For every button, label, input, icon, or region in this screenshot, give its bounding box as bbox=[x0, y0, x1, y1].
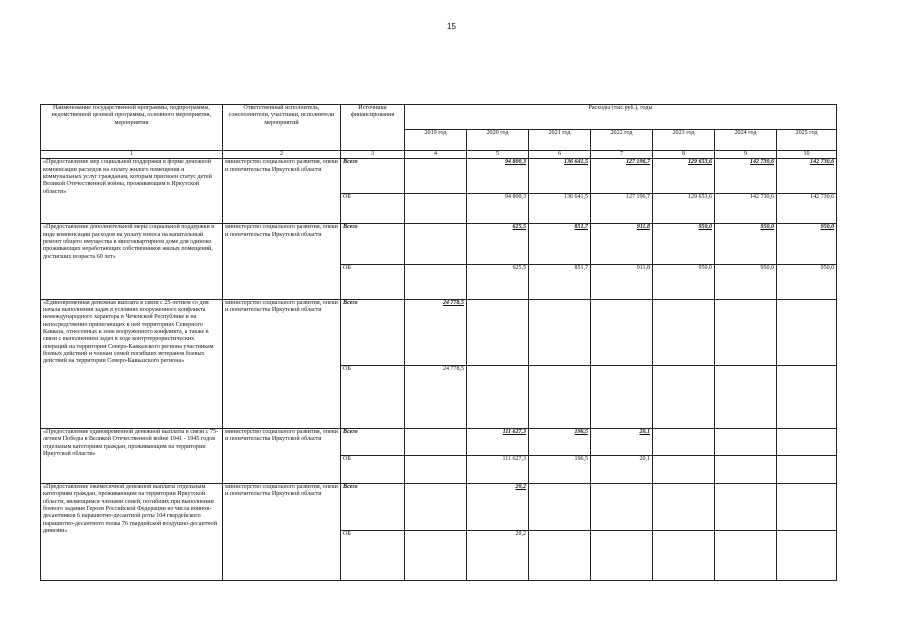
column-number: 1 bbox=[41, 150, 223, 158]
ob-value-cell: 129 653,6 bbox=[653, 193, 715, 224]
program-executor: министерство социального развития, опеки и попечительства Иркутской области bbox=[223, 484, 341, 581]
ob-value-cell bbox=[653, 455, 715, 484]
program-name: «Единовременная денежная выплата в связи с 25-летием со дня начала выполнения задач в условиях вооруженного конфликта немеждународного характера в Чеченской Республике и на непосредственно прилегающих к ней территориях Северного Кавказа, отнесенных к зоне вооруженного конфликта, а также в связи с выполнением задач в ходе контртеррористических операций на территории Северо-Кавказского региона участникам боевых действий и членам семей погибших ветеранов боевых действий на территории Северо-Кавказского региона» bbox=[41, 299, 223, 428]
program-executor: министерство социального развития, опеки и попечительства Иркутской области bbox=[223, 299, 341, 428]
column-number: 8 bbox=[653, 150, 715, 158]
ob-value-cell bbox=[591, 530, 653, 580]
ob-value-cell: 142 730,6 bbox=[777, 193, 837, 224]
ob-value-cell bbox=[529, 530, 591, 580]
total-value-cell bbox=[405, 484, 467, 531]
ob-value-cell: 950,0 bbox=[653, 265, 715, 300]
ob-value-cell bbox=[777, 366, 837, 429]
program-row-total bbox=[41, 429, 837, 455]
total-value-cell bbox=[777, 299, 837, 365]
source-total-label: Всего bbox=[341, 429, 405, 455]
total-value-cell: 127 196,7 bbox=[591, 159, 653, 194]
ob-value-cell: 20,2 bbox=[467, 530, 529, 580]
ob-value-cell bbox=[529, 366, 591, 429]
total-value-cell: 950,0 bbox=[653, 224, 715, 265]
ob-value-cell: 911,8 bbox=[591, 265, 653, 300]
total-value-cell bbox=[653, 429, 715, 455]
ob-value-cell bbox=[715, 530, 777, 580]
header-year: 2023 год bbox=[653, 130, 715, 150]
ob-value-cell bbox=[467, 366, 529, 429]
total-value-cell bbox=[405, 224, 467, 265]
source-ob-label: ОБ bbox=[341, 455, 405, 484]
total-value-cell bbox=[715, 429, 777, 455]
total-value-cell: 196,5 bbox=[529, 429, 591, 455]
program-name: «Предоставление ежемесячной денежной выплаты отдельным категориям граждан, проживающим на территории Иркутской области, являющимся членами семей, погибших при выполнении боевого задания Героев Российской Федерации из числа воинов-десантников 6 парашютно-десантной роты 104 гвардейского парашютно-десантного полка 76 гвардейской воздушно-десантной дивизии» bbox=[41, 484, 223, 581]
program-row-total bbox=[41, 224, 837, 265]
header-year: 2020 год bbox=[467, 130, 529, 150]
total-value-cell bbox=[653, 299, 715, 365]
ob-value-cell bbox=[715, 366, 777, 429]
column-number: 10 bbox=[777, 150, 837, 158]
ob-value-cell bbox=[777, 530, 837, 580]
total-value-cell bbox=[715, 484, 777, 531]
program-name: «Предоставление единовременной денежной выплаты в связи с 75-летием Победы в Великой Отечественной войне 1941 - 1945 годов отдельным категориям граждан, проживающим на территории Иркутской области» bbox=[41, 429, 223, 484]
column-number: 5 bbox=[467, 150, 529, 158]
header-source: Источники финансирования bbox=[341, 105, 405, 151]
total-value-cell: 136 641,5 bbox=[529, 159, 591, 194]
ob-value-cell: 625,5 bbox=[467, 265, 529, 300]
source-total-label: Всего bbox=[341, 484, 405, 531]
ob-value-cell bbox=[715, 455, 777, 484]
total-value-cell bbox=[405, 159, 467, 194]
header-year: 2024 год bbox=[715, 130, 777, 150]
program-name: «Предоставление мер социальной поддержки в форме денежной компенсации расходов на оплату жилого помещения и коммунальных услуг гражданам, которым присвоен статус детей Великой Отечественной войны, проживающим в Иркутской области» bbox=[41, 159, 223, 224]
source-total-label: Всего bbox=[341, 159, 405, 194]
ob-value-cell: 94 800,3 bbox=[467, 193, 529, 224]
column-number: 7 bbox=[591, 150, 653, 158]
column-number: 6 bbox=[529, 150, 591, 158]
header-expenses: Расходы (тыс.руб.), годы bbox=[405, 105, 837, 130]
program-row-total bbox=[41, 299, 837, 365]
ob-value-cell bbox=[405, 530, 467, 580]
ob-value-cell: 950,0 bbox=[715, 265, 777, 300]
ob-value-cell: 111 627,3 bbox=[467, 455, 529, 484]
source-ob-label: ОБ bbox=[341, 366, 405, 429]
total-value-cell: 851,7 bbox=[529, 224, 591, 265]
total-value-cell: 142 730,6 bbox=[715, 159, 777, 194]
ob-value-cell: 851,7 bbox=[529, 265, 591, 300]
ob-value-cell bbox=[405, 193, 467, 224]
source-total-label: Всего bbox=[341, 224, 405, 265]
source-total-label: Всего bbox=[341, 299, 405, 365]
ob-value-cell: 142 730,6 bbox=[715, 193, 777, 224]
ob-value-cell bbox=[653, 530, 715, 580]
column-number: 2 bbox=[223, 150, 341, 158]
source-ob-label: ОБ bbox=[341, 265, 405, 300]
header-executor: Ответственный исполнитель, соисполнители, участники, исполнители мероприятий bbox=[223, 105, 341, 151]
program-row-total bbox=[41, 484, 837, 531]
total-value-cell: 20,1 bbox=[591, 429, 653, 455]
header-year: 2022 год bbox=[591, 130, 653, 150]
total-value-cell: 20,2 bbox=[467, 484, 529, 531]
total-value-cell: 625,5 bbox=[467, 224, 529, 265]
column-number: 9 bbox=[715, 150, 777, 158]
program-executor: министерство социального развития, опеки и попечительства Иркутской области bbox=[223, 159, 341, 224]
ob-value-cell: 196,5 bbox=[529, 455, 591, 484]
total-value-cell: 129 653,6 bbox=[653, 159, 715, 194]
total-value-cell bbox=[591, 299, 653, 365]
total-value-cell bbox=[529, 299, 591, 365]
ob-value-cell: 950,0 bbox=[777, 265, 837, 300]
ob-value-cell bbox=[405, 455, 467, 484]
ob-value-cell: 127 196,7 bbox=[591, 193, 653, 224]
ob-value-cell bbox=[653, 366, 715, 429]
total-value-cell bbox=[405, 429, 467, 455]
source-ob-label: ОБ bbox=[341, 193, 405, 224]
ob-value-cell bbox=[777, 455, 837, 484]
budget-table bbox=[40, 104, 837, 581]
program-executor: министерство социального развития, опеки и попечительства Иркутской области bbox=[223, 224, 341, 299]
total-value-cell bbox=[715, 299, 777, 365]
total-value-cell bbox=[777, 429, 837, 455]
total-value-cell: 111 627,3 bbox=[467, 429, 529, 455]
total-value-cell bbox=[777, 484, 837, 531]
ob-value-cell bbox=[405, 265, 467, 300]
column-number: 4 bbox=[405, 150, 467, 158]
ob-value-cell: 136 641,5 bbox=[529, 193, 591, 224]
page-number: 15 bbox=[447, 22, 456, 31]
program-executor: министерство социального развития, опеки и попечительства Иркутской области bbox=[223, 429, 341, 484]
total-value-cell: 24 778,5 bbox=[405, 299, 467, 365]
header-year: 2025 год bbox=[777, 130, 837, 150]
total-value-cell bbox=[467, 299, 529, 365]
header-year: 2019 год bbox=[405, 130, 467, 150]
header-name: Наименование государственной программы, подпрограммы, ведомственной целевой программы, основного мероприятия, мероприятия bbox=[41, 105, 223, 151]
total-value-cell: 94 800,3 bbox=[467, 159, 529, 194]
ob-value-cell: 24 778,5 bbox=[405, 366, 467, 429]
total-value-cell bbox=[653, 484, 715, 531]
total-value-cell bbox=[529, 484, 591, 531]
total-value-cell: 911,8 bbox=[591, 224, 653, 265]
total-value-cell: 142 730,6 bbox=[777, 159, 837, 194]
program-name: «Предоставление дополнительной меры социальной поддержки в виде компенсации расходов на уплату взноса на капитальный ремонт общего имущества в многоквартирном доме для одиноко проживающих неработающих собственников жилых помещений, достигших возраста 60 лет» bbox=[41, 224, 223, 299]
column-number: 3 bbox=[341, 150, 405, 158]
ob-value-cell: 20,1 bbox=[591, 455, 653, 484]
source-ob-label: ОБ bbox=[341, 530, 405, 580]
total-value-cell bbox=[591, 484, 653, 531]
total-value-cell: 950,0 bbox=[777, 224, 837, 265]
total-value-cell: 950,0 bbox=[715, 224, 777, 265]
program-row-total bbox=[41, 159, 837, 194]
header-year: 2021 год bbox=[529, 130, 591, 150]
ob-value-cell bbox=[591, 366, 653, 429]
